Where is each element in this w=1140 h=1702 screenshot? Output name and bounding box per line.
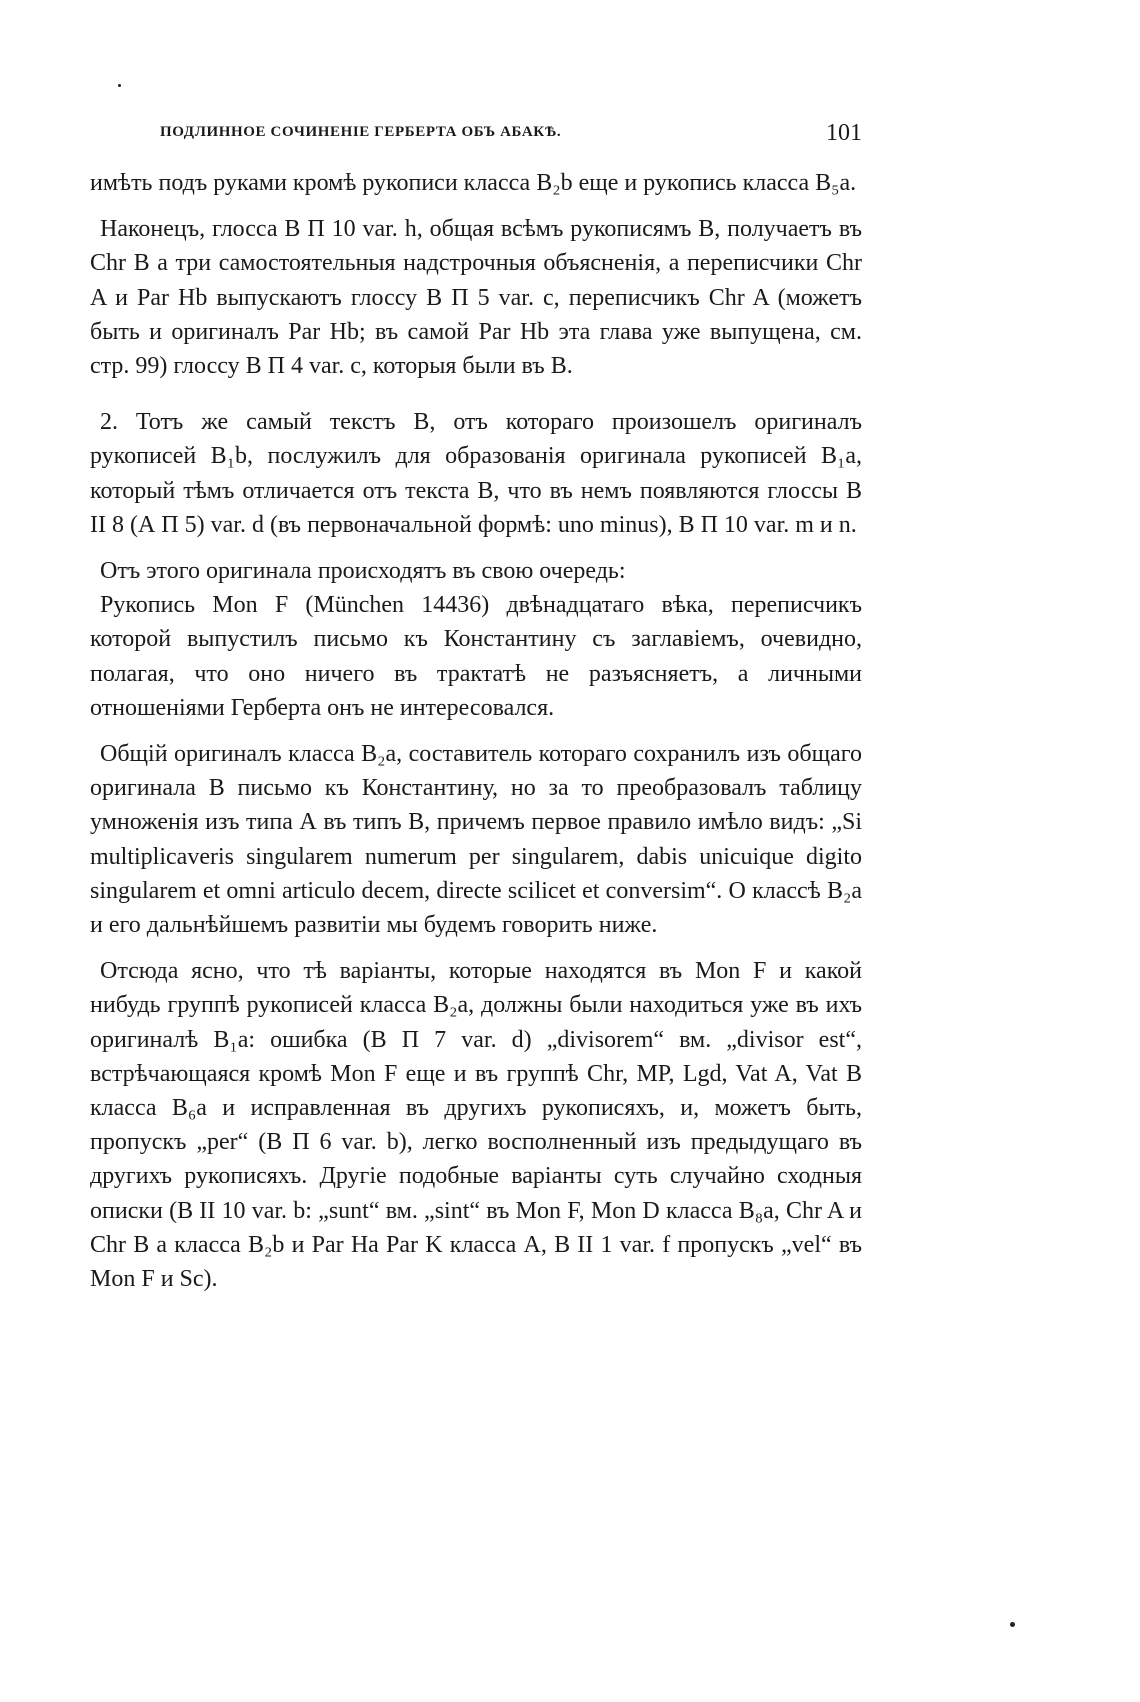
- scan-speck: [118, 84, 121, 87]
- paragraph: имѣть подъ руками кромѣ рукописи класса B₂b еще и рукопись класса B₅a.: [90, 170, 857, 196]
- page-number: 101: [826, 120, 862, 146]
- page-header: [160, 120, 862, 150]
- scan-speck: [1010, 1622, 1015, 1627]
- paragraph: Рукопись Mon F (München 14436) двѣнадцатаго вѣка, переписчикъ которой выпустилъ письмо къ Константину съ заглавіемъ, очевидно, полагая, что оно ничего въ трактатѣ не разъясняетъ, а личными отношеніями Герберта онъ не интересовался.: [90, 592, 862, 721]
- paragraph: Отсюда ясно, что тѣ варіанты, которые находятся въ Mon F и какой нибудь группѣ рукописей класса B₂a, должны были находиться уже въ ихъ оригиналѣ B₁a: ошибка (В П 7 var. d) „divisorem“ вм. „divisor est“, встрѣчающаяся кромѣ Mon F еще и въ группѣ Chr, MP, Lgd, Vat A, Vat B класса B₆a и исправленная въ другихъ рукописяхъ, и, можетъ быть, пропускъ „per“ (В П 6 var. b), легко восполненный изъ предыдущаго въ другихъ рукописяхъ. Другіе подобные варіанты суть случайно сходныя описки (В II 10 var. b: „sunt“ вм. „sint“ въ Mon F, Mon D класса B₈a, Chr A и Chr B a класса B₂b и Par Ha Par K класса A, B II 1 var. f пропускъ „vel“ въ Mon F и Sc).: [90, 958, 862, 1293]
- paragraph: 2. Тотъ же самый текстъ B, отъ котораго произошелъ оригиналъ рукописей B₁b, послужилъ для образованія оригинала рукописей B₁a, который тѣмъ отличается отъ текста B, что въ немъ появляются глоссы В II 8 (А П 5) var. d (въ первоначальной формѣ: uno minus), В П 10 var. m и n.: [90, 409, 862, 538]
- paragraph: Отъ этого оригинала происходятъ въ свою очередь:: [100, 558, 626, 585]
- paragraph: Наконецъ, глосса В П 10 var. h, общая всѣмъ рукописямъ B, получаетъ въ Chr B a три самостоятельныя надстрочныя объясненія, а переписчики Chr A и Par Hb выпускаютъ глоссу В П 5 var. c, переписчикъ Chr A (можетъ быть и оригиналъ Par Hb; въ самой Par Hb эта глава уже выпущена, см. стр. 99) глоссу В П 4 var. c, которыя были въ B.: [90, 216, 862, 380]
- running-title: ПОДЛИННОЕ СОЧИНЕНІЕ ГЕРБЕРТА ОБЪ АБАКѢ.: [160, 124, 562, 140]
- paragraph: Общій оригиналъ класса B₂a, составитель котораго сохранилъ изъ общаго оригинала B письмо къ Константину, но за то преобразовалъ таблицу умноженія изъ типа А въ типъ B, причемъ первое правило имѣло видъ: „Si multiplicaveris singularem numerum per singularem, dabis unicuique digito singularem et omni articulo decem, directe scilicet et conversim“. О классѣ B₂a и его дальнѣйшемъ развитіи мы будемъ говорить ниже.: [90, 741, 862, 939]
- page-body: [90, 166, 862, 1296]
